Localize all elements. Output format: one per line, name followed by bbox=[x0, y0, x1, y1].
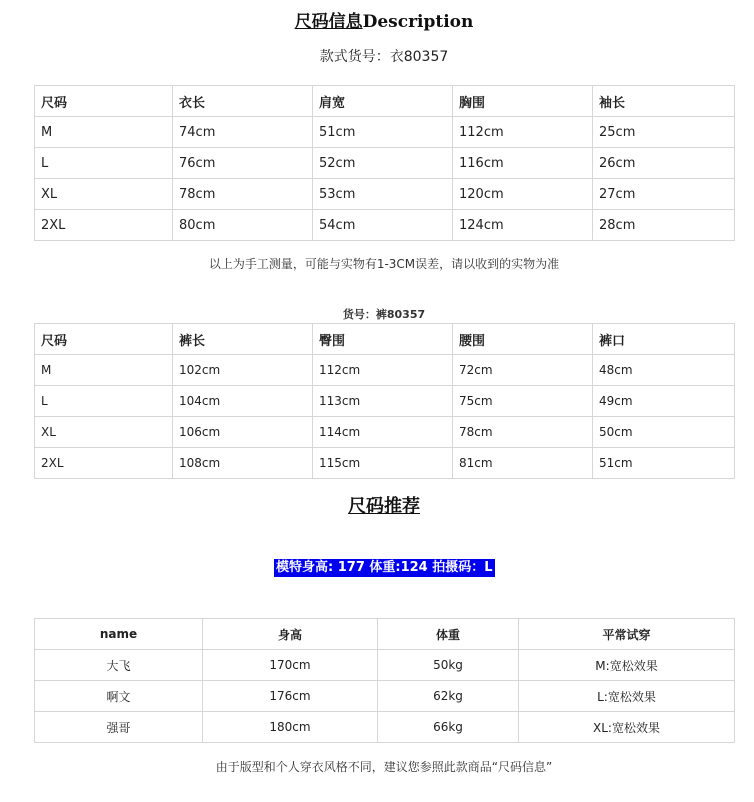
header-cell: 胸围 bbox=[453, 86, 593, 117]
table-cell: 50cm bbox=[593, 417, 735, 448]
table-cell: L bbox=[35, 148, 173, 179]
table-row bbox=[35, 448, 735, 479]
header-cell: name bbox=[35, 619, 203, 650]
table-cell: 62kg bbox=[378, 681, 519, 712]
table-cell: 124cm bbox=[453, 210, 593, 241]
table-cell: 48cm bbox=[593, 355, 735, 386]
table-cell: 112cm bbox=[313, 355, 453, 386]
table-row bbox=[35, 650, 735, 681]
table-cell: 强哥 bbox=[35, 712, 203, 743]
table-cell: 2XL bbox=[35, 210, 173, 241]
table-cell: 28cm bbox=[593, 210, 735, 241]
top-size-table bbox=[34, 85, 735, 241]
table-cell: 大飞 bbox=[35, 650, 203, 681]
table-cell: 104cm bbox=[173, 386, 313, 417]
table-cell: 81cm bbox=[453, 448, 593, 479]
measurement-note: 以上为手工测量，可能与实物有1-3CM误差，请以收到的实物为准 bbox=[208, 257, 560, 271]
table-cell: 66kg bbox=[378, 712, 519, 743]
header-cell: 尺码 bbox=[35, 86, 173, 117]
table-cell: XL:宽松效果 bbox=[519, 712, 735, 743]
table-cell: 115cm bbox=[313, 448, 453, 479]
table-row bbox=[35, 417, 735, 448]
table-cell: 78cm bbox=[173, 179, 313, 210]
table-cell: 80cm bbox=[173, 210, 313, 241]
page-title bbox=[0, 7, 754, 32]
table-row bbox=[35, 117, 735, 148]
table-cell: L bbox=[35, 386, 173, 417]
style-number: 款式货号：衣80357 bbox=[319, 49, 449, 65]
fit-reference-table bbox=[34, 618, 735, 743]
table-cell: M bbox=[35, 355, 173, 386]
pants-number: 货号：裤80357 bbox=[342, 308, 426, 321]
header-cell: 袖长 bbox=[593, 86, 735, 117]
header-cell: 身高 bbox=[203, 619, 378, 650]
model-info-highlight: 模特身高: 177 体重:124 拍摄码：L bbox=[276, 560, 493, 575]
table-cell: 52cm bbox=[313, 148, 453, 179]
header-cell: 体重 bbox=[378, 619, 519, 650]
table-row bbox=[35, 386, 735, 417]
table-cell: 102cm bbox=[173, 355, 313, 386]
header-cell: 裤长 bbox=[173, 324, 313, 355]
table-header-row bbox=[35, 619, 735, 650]
table-cell: XL bbox=[35, 417, 173, 448]
table-cell: 75cm bbox=[453, 386, 593, 417]
table-cell: 76cm bbox=[173, 148, 313, 179]
table-cell: 2XL bbox=[35, 448, 173, 479]
footer-note: 由于版型和个人穿衣风格不同，建议您参照此款商品“尺码信息” bbox=[215, 760, 553, 774]
table-cell: 176cm bbox=[203, 681, 378, 712]
table-cell: 120cm bbox=[453, 179, 593, 210]
table-cell: M bbox=[35, 117, 173, 148]
table-cell: 108cm bbox=[173, 448, 313, 479]
table-cell: 180cm bbox=[203, 712, 378, 743]
table-row bbox=[35, 179, 735, 210]
table-cell: 54cm bbox=[313, 210, 453, 241]
header-cell: 尺码 bbox=[35, 324, 173, 355]
table-cell: 27cm bbox=[593, 179, 735, 210]
pants-size-table bbox=[34, 323, 735, 479]
header-cell: 裤口 bbox=[593, 324, 735, 355]
table-cell: 50kg bbox=[378, 650, 519, 681]
table-row bbox=[35, 681, 735, 712]
table-cell: 114cm bbox=[313, 417, 453, 448]
size-recommendation-title: 尺码推荐 bbox=[348, 496, 420, 517]
table-cell: XL bbox=[35, 179, 173, 210]
table-cell: L:宽松效果 bbox=[519, 681, 735, 712]
table-cell: 26cm bbox=[593, 148, 735, 179]
table-cell: 72cm bbox=[453, 355, 593, 386]
table-cell: 25cm bbox=[593, 117, 735, 148]
table-header-row bbox=[35, 324, 735, 355]
table-cell: 53cm bbox=[313, 179, 453, 210]
title-en: Description bbox=[362, 12, 474, 32]
header-cell: 衣长 bbox=[173, 86, 313, 117]
title-cn: 尺码信息 bbox=[294, 12, 363, 32]
header-cell: 平常试穿 bbox=[519, 619, 735, 650]
table-cell: 170cm bbox=[203, 650, 378, 681]
table-row bbox=[35, 210, 735, 241]
table-header-row bbox=[35, 86, 735, 117]
table-cell: 106cm bbox=[173, 417, 313, 448]
header-cell: 臀围 bbox=[313, 324, 453, 355]
header-cell: 腰围 bbox=[453, 324, 593, 355]
table-row bbox=[35, 355, 735, 386]
table-cell: M:宽松效果 bbox=[519, 650, 735, 681]
table-cell: 51cm bbox=[313, 117, 453, 148]
table-cell: 112cm bbox=[453, 117, 593, 148]
table-cell: 51cm bbox=[593, 448, 735, 479]
table-row bbox=[35, 148, 735, 179]
header-cell: 肩宽 bbox=[313, 86, 453, 117]
table-cell: 啊文 bbox=[35, 681, 203, 712]
table-cell: 113cm bbox=[313, 386, 453, 417]
table-cell: 78cm bbox=[453, 417, 593, 448]
table-cell: 74cm bbox=[173, 117, 313, 148]
table-row bbox=[35, 712, 735, 743]
table-cell: 116cm bbox=[453, 148, 593, 179]
table-cell: 49cm bbox=[593, 386, 735, 417]
